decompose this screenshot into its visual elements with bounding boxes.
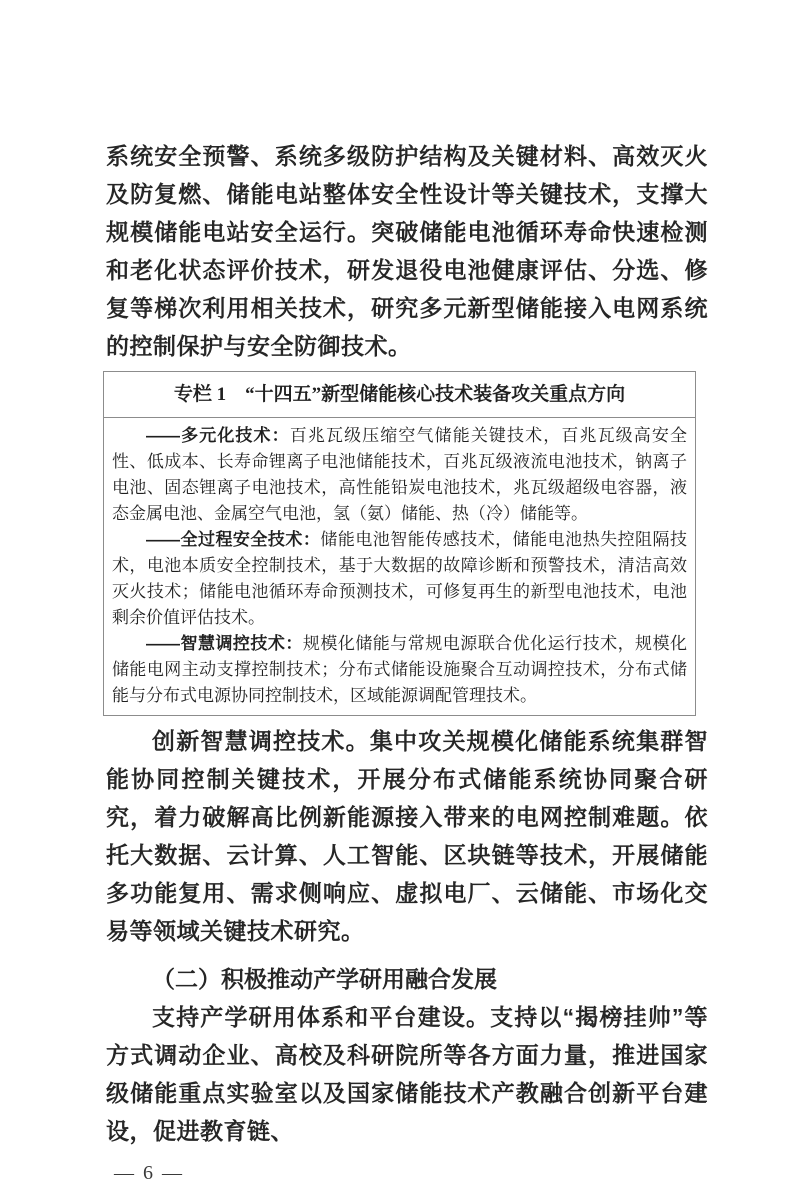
paragraph-continuation: 系统安全预警、系统多级防护结构及关键材料、高效灭火及防复燃、储能电站整体安全性设计等关键技术，支撑大规模储能电站安全运行。突破储能电池循环寿命快速检测和老化状态评价技术，研发退役电池健康评估、分选、修复等梯次利用相关技术，研究多元新型储能接入电网系统的控制保护与安全防御技术。: [106, 143, 708, 359]
box-item-smart-dispatch-tech: [112, 631, 687, 709]
box-body: [104, 418, 695, 715]
section-heading-2: （二）积极推动产学研用融合发展: [152, 966, 497, 992]
box-item-whole-process-safety-tech: [112, 527, 687, 631]
box-item-label: ——全过程安全技术：: [146, 530, 321, 549]
box-item-label: ——智慧调控技术：: [146, 634, 303, 653]
box-item-diversified-tech: [112, 423, 687, 527]
box-title: 专栏 1 “十四五”新型储能核心技术装备攻关重点方向: [104, 372, 695, 418]
special-column-box: [103, 371, 696, 716]
box-item-text: 储能电池智能传感技术，储能电池热失控阻隔技术，电池本质安全控制技术，基于大数据的故障诊断和预警技术，清洁高效灭火技术；储能电池循环寿命预测技术，可修复再生的新型电池技术，电池剩余价值评估技术。: [112, 530, 688, 627]
paragraph-smart-dispatch-innovation: 创新智慧调控技术。集中攻关规模化储能系统集群智能协同控制关键技术，开展分布式储能系统协同聚合研究，着力破解高比例新能源接入带来的电网控制难题。依托大数据、云计算、人工智能、区块链等技术，开展储能多功能复用、需求侧响应、虚拟电厂、云储能、市场化交易等领域关键技术研究。: [106, 728, 708, 944]
paragraph-industry-academia-support: 支持产学研用体系和平台建设。支持以“揭榜挂帅”等方式调动企业、高校及科研院所等各方面力量，推进国家级储能重点实验室以及国家储能技术产教融合创新平台建设，促进教育链、: [106, 1004, 708, 1144]
page-number: — 6 —: [114, 1162, 184, 1184]
box-item-label: ——多元化技术：: [146, 426, 290, 445]
box-item-text: 百兆瓦级压缩空气储能关键技术，百兆瓦级高安全性、低成本、长寿命锂离子电池储能技术，百兆瓦级液流电池技术，钠离子电池、固态锂离子电池技术，高性能铅炭电池技术，兆瓦级超级电容器，液态金属电池、金属空气电池，氢（氨）储能、热（冷）储能等。: [112, 426, 687, 523]
box-item-text: 规模化储能与常规电源联合优化运行技术，规模化储能电网主动支撑控制技术；分布式储能设施聚合互动调控技术，分布式储能与分布式电源协同控制技术，区域能源调配管理技术。: [112, 634, 688, 705]
